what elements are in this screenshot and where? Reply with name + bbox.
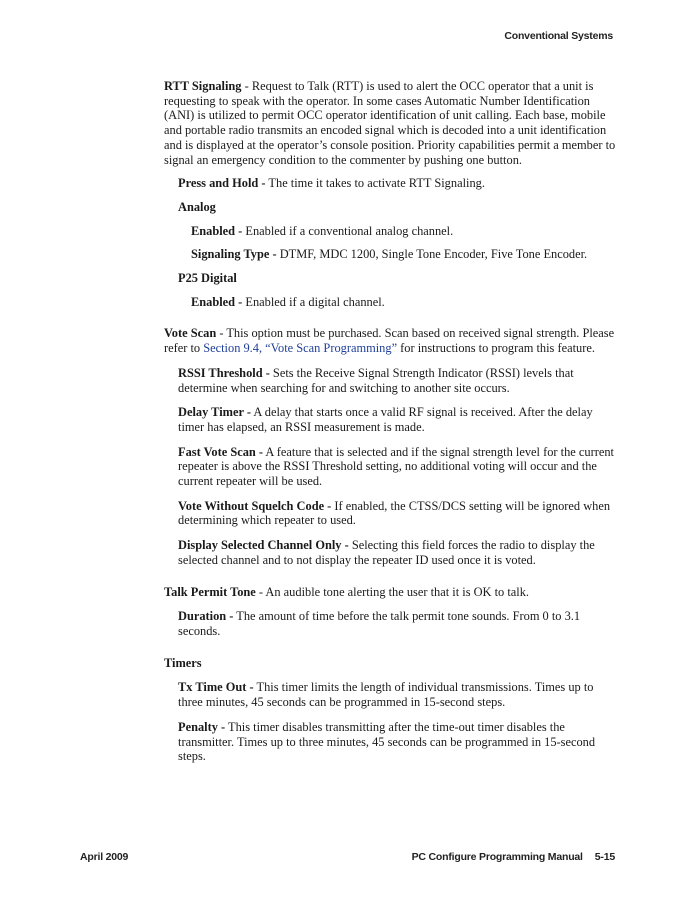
analog-enabled-title: Enabled - <box>191 223 243 238</box>
talk-permit-title: Talk Permit Tone <box>164 584 256 599</box>
page-body <box>164 79 616 764</box>
signaling-type-item <box>191 247 616 262</box>
tx-time-out-item <box>178 680 616 709</box>
penalty-text: This timer disables transmitting after the time-out timer disables the transmitter. Times up to three minutes, 45 seconds can be programmed in 15-second steps. <box>178 719 596 764</box>
tx-time-out-title: Tx Time Out - <box>178 680 254 695</box>
vote-scan-section-link[interactable]: Section 9.4, “Vote Scan Programming” <box>203 341 398 356</box>
fast-vote-scan-title: Fast Vote Scan - <box>178 444 264 459</box>
p25-enabled-text: Enabled if a digital channel. <box>242 294 385 309</box>
penalty-item <box>178 720 616 764</box>
delay-timer-text: A delay that starts once a valid RF signal is received. After the delay timer has elapsed, an RSSI measurement is made. <box>178 405 593 434</box>
vote-scan-text-after: for instructions to program this feature. <box>397 341 595 356</box>
press-hold-title: Press and Hold - <box>178 176 266 191</box>
signaling-type-text: DTMF, MDC 1200, Single Tone Encoder, Five Tone Encoder. <box>276 247 588 262</box>
fast-vote-scan-item <box>178 445 616 489</box>
delay-timer-item <box>178 405 616 434</box>
duration-title: Duration - <box>178 609 234 624</box>
rtt-paragraph <box>164 79 616 167</box>
p25-enabled-title: Enabled - <box>191 294 243 309</box>
talk-permit-paragraph <box>164 585 616 600</box>
duration-text: The amount of time before the talk permit tone sounds. From 0 to 3.1 seconds. <box>178 609 581 638</box>
running-header: Conventional Systems <box>504 30 613 42</box>
p25-heading: P25 Digital <box>178 271 237 286</box>
analog-enabled-item <box>191 224 616 239</box>
vote-without-squelch-item <box>178 499 616 528</box>
display-selected-channel-item <box>178 538 616 567</box>
vote-scan-paragraph <box>164 326 616 355</box>
p25-enabled-item <box>191 295 616 310</box>
display-selected-channel-title: Display Selected Channel Only - <box>178 538 349 553</box>
rtt-text: - Request to Talk (RTT) is used to alert the OCC operator that a unit is requesting to speak with the operator. In some cases Automatic Number Identification (ANI) is utilized to permit OCC operator identification of unit calling. Each base, mobile and portable radio transmits an encoded signal which is decoded into a unit identification and is displayed at the operator’s console position. Priority capabilities permit a member to signal an emergency condition to the commenter by pushing one button. <box>164 79 616 167</box>
vote-without-squelch-text: If enabled, the CTSS/DCS setting will be ignored when determining which repeater to used. <box>178 498 611 528</box>
delay-timer-title: Delay Timer - <box>178 405 251 420</box>
duration-item <box>178 609 616 638</box>
display-selected-channel-text: Selecting this field forces the radio to display the selected channel and to not display the repeater ID used once it is voted. <box>178 538 595 567</box>
footer-date: April 2009 <box>80 851 129 863</box>
vote-scan-title: Vote Scan <box>164 326 217 341</box>
rssi-threshold-title: RSSI Threshold - <box>178 365 270 380</box>
vote-without-squelch-title: Vote Without Squelch Code - <box>178 498 332 513</box>
tx-time-out-text: This timer limits the length of individual transmissions. Times up to three minutes, 45 seconds can be programmed in 15-second steps. <box>178 680 594 710</box>
press-hold-item <box>178 176 616 191</box>
penalty-title: Penalty - <box>178 719 226 734</box>
analog-heading: Analog <box>178 199 216 214</box>
footer-right <box>412 851 615 863</box>
page-number: 5-15 <box>594 851 615 863</box>
signaling-type-title: Signaling Type - <box>191 247 277 262</box>
rtt-title: RTT Signaling <box>164 79 242 93</box>
fast-vote-scan-text: A feature that is selected and if the signal strength level for the current repeater is above the RSSI Threshold setting, no additional voting will occur and the current repeater will be used. <box>178 444 614 489</box>
rssi-threshold-text: Sets the Receive Signal Strength Indicator (RSSI) levels that determine when searching for and switching to another site occurs. <box>178 365 574 395</box>
press-hold-text: The time it takes to activate RTT Signaling. <box>265 176 485 191</box>
talk-permit-text: - An audible tone alerting the user that it is OK to talk. <box>255 584 530 599</box>
rssi-threshold-item <box>178 366 616 395</box>
analog-enabled-text: Enabled if a conventional analog channel. <box>242 223 454 238</box>
footer-manual-title: PC Configure Programming Manual <box>411 851 583 863</box>
timers-heading: Timers <box>164 655 202 670</box>
vote-scan-text: - This option must be purchased. Scan based on received signal strength. Please refer to <box>164 326 615 356</box>
